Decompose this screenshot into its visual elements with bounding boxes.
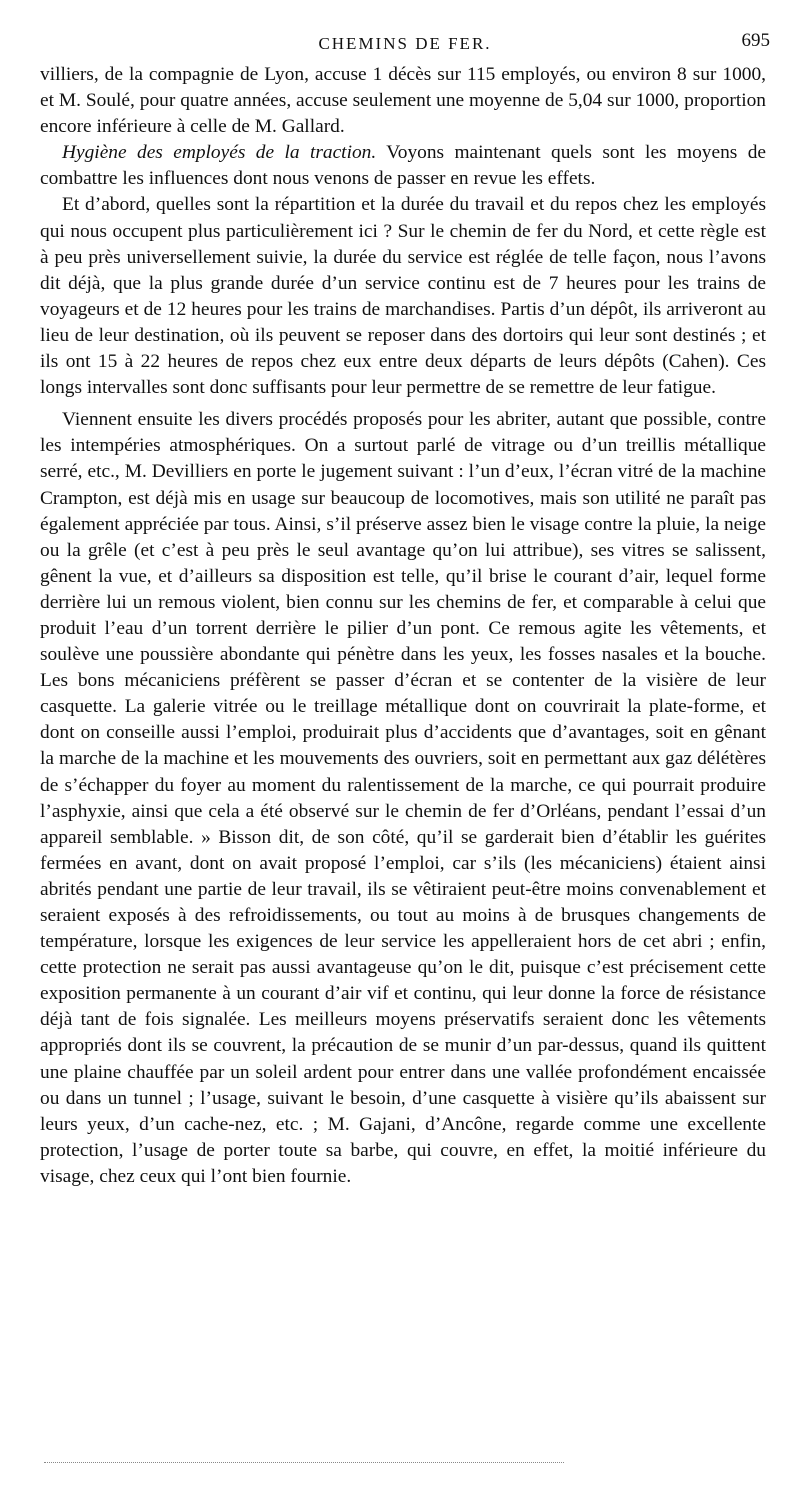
body-text [40, 62, 766, 1190]
section-heading-italic: Hygiène des employés de la traction. [62, 142, 377, 164]
paragraph-hygiene [40, 140, 766, 192]
paragraph-work-rest: Et d’abord, quelles sont la répartition et la durée du travail et du repos chez les employés qui nous occupent plus particulièrement ici ? Sur le chemin de fer du Nord, et cette règle est à peu près universellement suivie, la durée du service est réglée de telle façon, nous l’avons dit déjà, que la plus grande durée d’un service continu est de 7 heures pour les trains de voyageurs et de 12 heures pour les trains de marchandises. Partis d’un dépôt, ils arriveront au lieu de leur destination, où ils peuvent se reposer dans des dortoirs qui leur sont destinés ; et ils ont 15 à 22 heures de repos chez eux entre deux départs de leurs dépôts (Cahen). Ces longs intervalles sont donc suffisants pour leur permettre de se remettre de leur fatigue. [40, 194, 766, 399]
running-head [40, 30, 770, 60]
paragraph-hygiene-text: Voyons maintenant quels sont les moyens de combattre les influences dont nous venons de passer en revue les effets. [40, 142, 767, 190]
paragraph-continued: villiers, de la compagnie de Lyon, accuse 1 décès sur 115 employés, ou environ 8 sur 1000, et M. Soulé, pour quatre années, accuse seulement une moyenne de 5,04 sur 1000, proportion encore inférieure à celle de M. Gallard. [40, 64, 766, 138]
footer-rule [44, 1462, 564, 1463]
paragraph-shelter: Viennent ensuite les divers procédés proposés pour les abriter, autant que possible, contre les intempéries atmosphériques. On a surtout parlé de vitrage ou d’un treillis métallique serré, etc., M. Devilliers en porte le jugement suivant : l’un d’eux, l’écran vitré de la machine Crampton, est déjà mis en usage sur beaucoup de locomotives, mais son utilité ne paraît pas également appréciée par tous. Ainsi, s’il préserve assez bien le visage contre la pluie, la neige ou la grêle (et c’est à peu près le seul avantage qu’on lui attribue), ses vitres se salissent, gênent la vue, et d’ailleurs sa disposition est telle, qu’il brise le courant d’air, lequel forme derrière lui un remous violent, bien connu sur les chemins de fer, et comparable à celui que produit l’eau d’un torrent derrière le pilier d’un pont. Ce remous agite les vêtements, et soulève une poussière abondante qui pénètre dans les yeux, les fosses nasales et la bouche. Les bons mécaniciens préfèrent se passer d’écran et se contenter de la visière de leur casquette. La galerie vitrée ou le treillage métallique dont on couvrirait la plate-forme, et dont on conseille aussi l’emploi, produirait plus d’accidents que d’avantages, soit en gênant la marche de la machine et les mouvements des ouvriers, soit en permettant aux gaz délétères de s’échapper du foyer au moment du ralentissement de la marche, ce qui pourrait produire l’asphyxie, ainsi que cela a été observé sur le chemin de fer d’Orléans, pendant l’essai d’un appareil semblable. » Bisson dit, de son côté, qu’il se garderait bien d’établir les guérites fermées en avant, dont on avait proposé l’emploi, car s’ils (les mécaniciens) étaient ainsi abrités pendant une partie de leur travail, ils se vêtiraient peut-être moins convenablement et seraient exposés à des refroidissements, ou tout au moins à de brusques changements de température, lorsque les exigences de leur service les appelleraient hors de cet abri ; enfin, cette protection ne serait pas aussi avantageuse qu’on le dit, puisque c’est précisement cette exposition permanente à un courant d’air vif et continu, qui leur donne la force de résistance déjà tant de fois signalée. Les meilleurs moyens préservatifs seraient donc les vêtements appropriés dont ils se couvrent, la précaution de se munir d’un par-dessus, quand ils quittent une plaine chauffée par un soleil ardent pour entrer dans une vallée profondément encaissée ou dans un tunnel ; l’usage, suivant le besoin, d’une casquette à visière qu’ils abaissent sur leurs yeux, d’un cache-nez, etc. ; M. Gajani, d’Ancône, regarde comme une excellente protection, l’usage de porter toute sa barbe, qui couvre, en effet, la moitié inférieure du visage, chez ceux qui l’ont bien fournie. [40, 409, 766, 1187]
running-title: CHEMINS DE FER. [318, 34, 492, 53]
page-number: 695 [741, 30, 770, 51]
